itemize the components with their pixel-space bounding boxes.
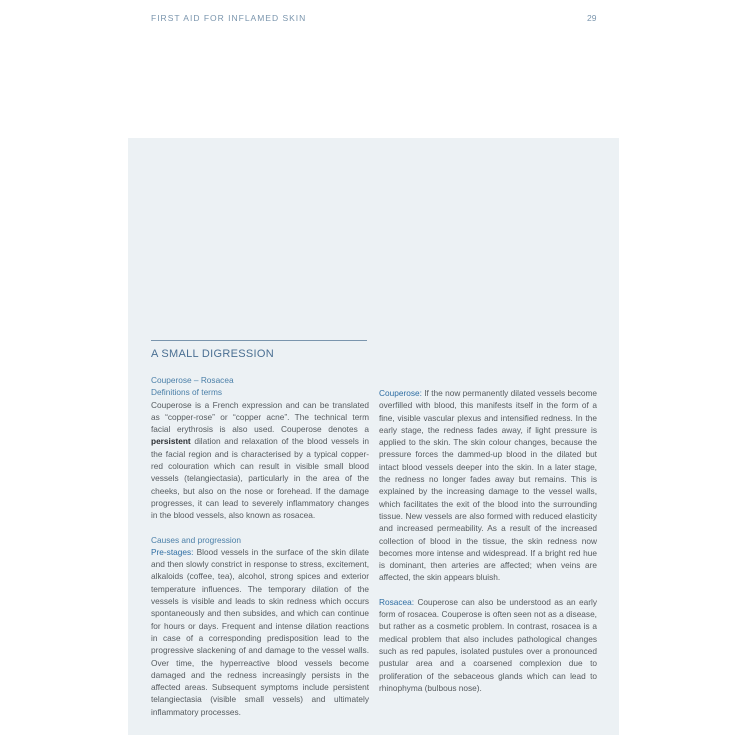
subheading-couperose-rosacea: Couperose – Rosacea (151, 375, 234, 385)
couperose-paragraph (379, 387, 597, 584)
left-column (151, 374, 369, 718)
pre-stages-text: Blood vessels in the surface of the skin dilate and then slowly constrict in response to stress, excitement, alkaloids (coffee, tea), alcohol, strong spices and exterior temperature influences. The temporary dilation of the vessels is visible and leads to skin redness which occurs spontaneously and then subsides, and which can continue for hours or days. Frequent and intense dilation reactions in case of a corresponding predisposition lead to the progressive slackening of and damage to the vessel walls. Over time, the hyperreactive blood vessels become damaged and the redness increasingly persists in the affected areas. Subsequent symptoms include persistent telangiectasia (visible small vessels) and ultimately inflammatory processes. (151, 546, 369, 717)
couperose-lead: Couperose: (379, 388, 422, 398)
page-number: 29 (587, 13, 597, 23)
definitions-text-part-1: Couperose is a French expression and can be translated as “copper-rose” or “copper acne”. The technical term facial erythrosis is also used. Couperose denotes a (151, 399, 369, 435)
rosacea-paragraph (379, 596, 597, 694)
right-column (379, 387, 597, 694)
subheading-causes: Causes and progression (151, 534, 241, 545)
running-header: FIRST AID FOR INFLAMED SKIN (151, 13, 307, 23)
pre-stages-lead: Pre-stages: (151, 546, 194, 557)
couperose-text: If the now permanently dilated vessels become overfilled with blood, this manifests itself in the form of a fine, visible vascular plexus and intensified redness. In the early stage, the redness fades away, if light pressure is applied to the skin. The skin colour changes, because the pressure forces the dammed-up blood in the dilated but intact blood vessels deeper into the skin. In a later stage, the redness no longer fades away but remains. This is explained by the increasing damage to the vessel walls, which facilitates the exit of the blood into the surrounding tissue. New vessels are also formed with reduced elasticity and increased permeability. As a result of the increased collection of blood in the tissue, the skin redness now becomes more intense and widespread. If a bright red hue is dominant, then arteries are affected; when veins are affected, the skin appears bluish. (379, 388, 597, 583)
section-rule (151, 340, 367, 341)
definitions-text-part-2: dilation and relaxation of the blood vessels in the facial region and is characterised by a typical copper-red colouration which can result in visible small blood vessels (telangiectasia), particularly in the area of the cheeks, but also on the nose or forehead. If the damage progresses, it can lead to severely inflammatory changes in the blood vessels, also known as rosacea. (151, 436, 369, 521)
rosacea-text: Couperose can also be understood as an early form of rosacea. Couperose is often seen not as a disease, but rather as a cosmetic problem. In contrast, rosacea is a medical problem that also includes pathological changes such as red papules, isolated pustules over a pronounced pustular area and a coarsened complexion due to proliferation of the sebaceous glands which can lead to rhinophyma (bulbous nose). (379, 596, 597, 693)
definitions-bold-word: persistent (151, 436, 191, 447)
definitions-paragraph (151, 399, 369, 522)
rosacea-lead: Rosacea: (379, 596, 415, 607)
subheading-definitions: Definitions of terms (151, 387, 223, 398)
causes-block (151, 534, 369, 718)
section-title: A SMALL DIGRESSION (151, 348, 274, 360)
